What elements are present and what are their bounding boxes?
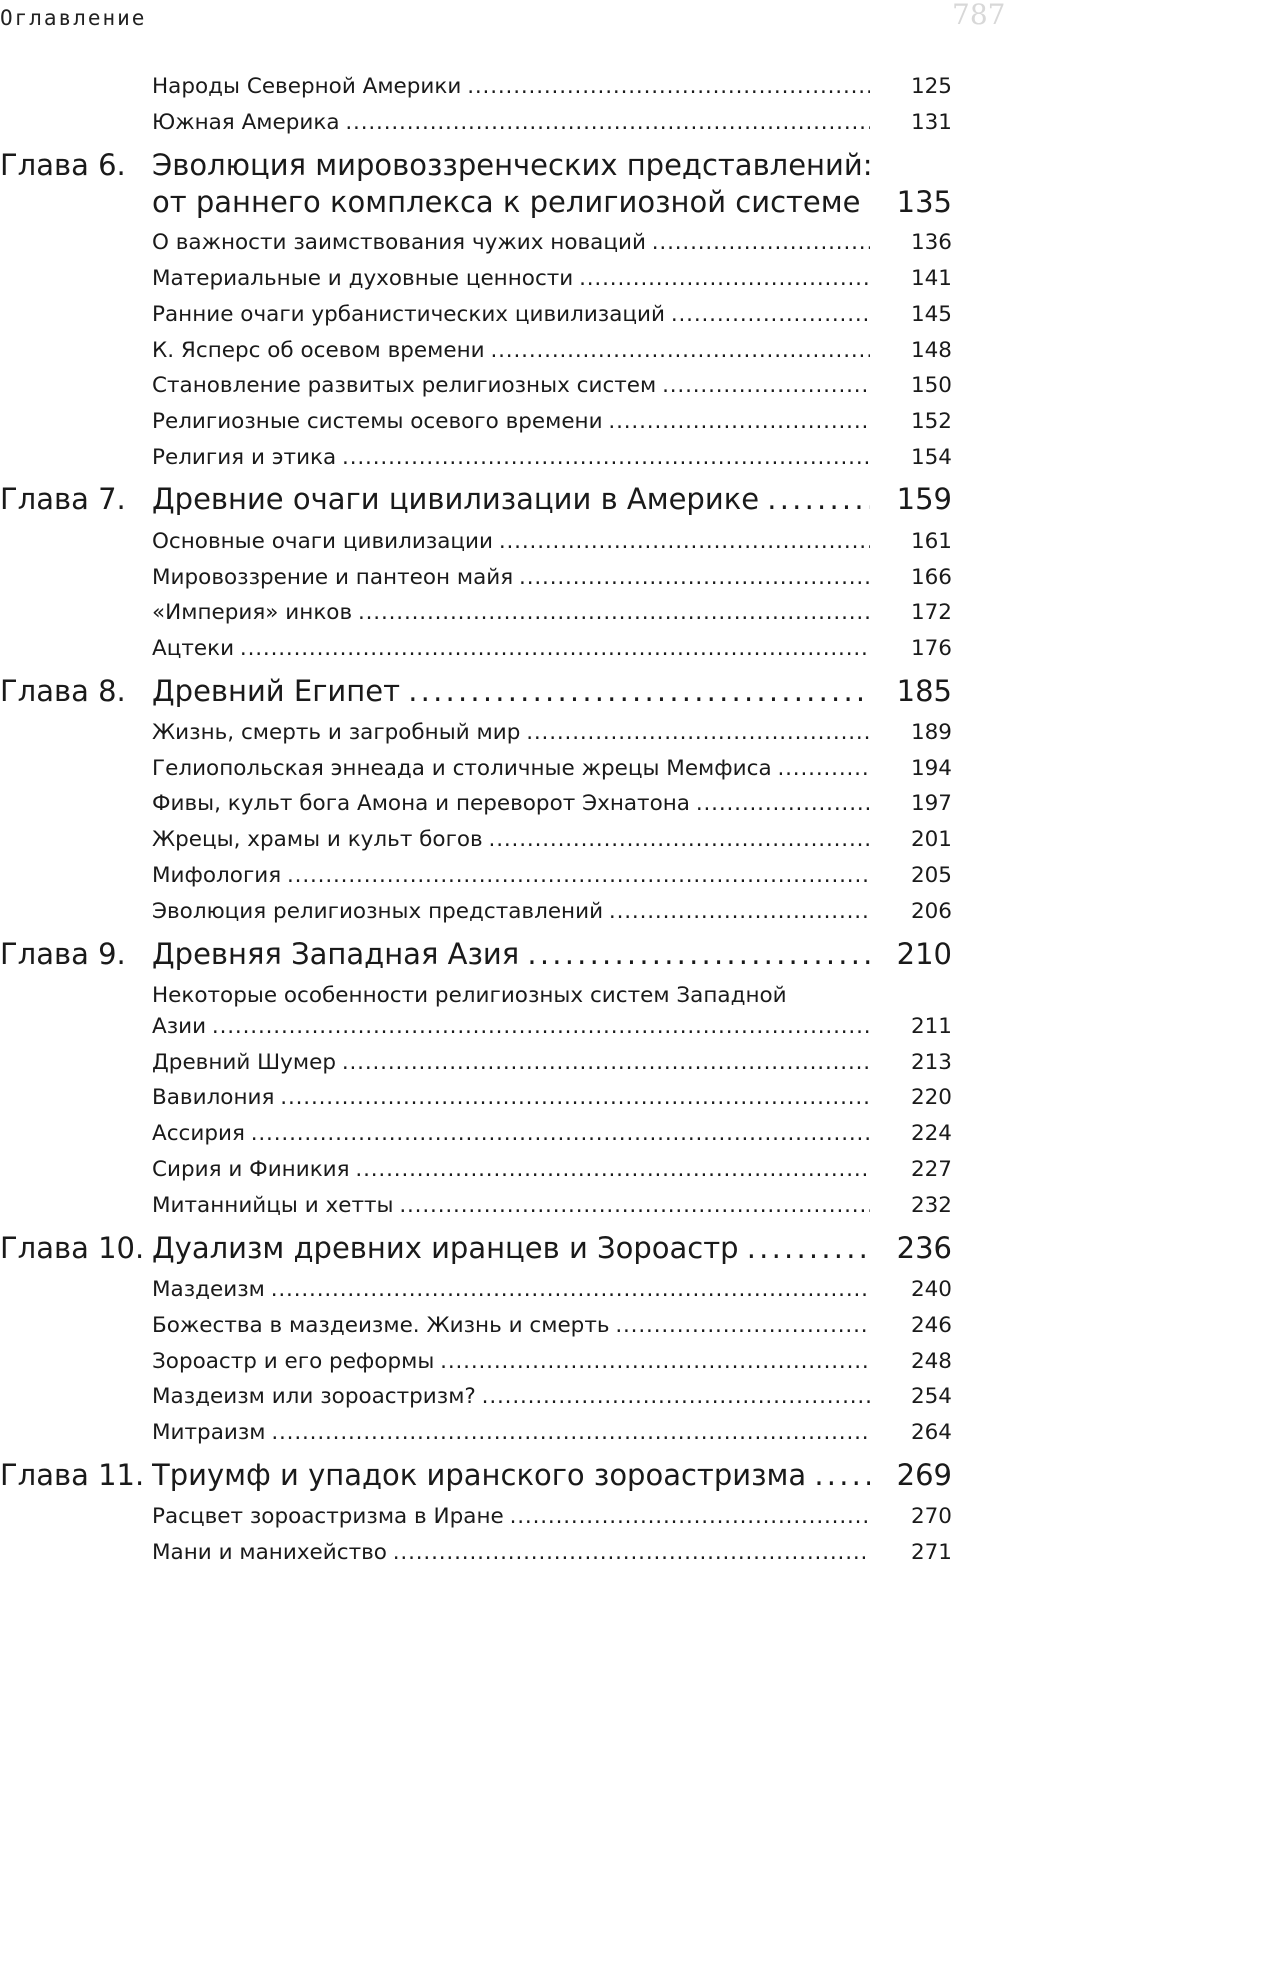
toc-entry-page: 141	[910, 266, 952, 291]
toc-entry-title-line: Некоторые особенности религиозных систем Западной	[152, 983, 787, 1008]
toc-entry-title: Материальные и духовные ценности . . .	[152, 266, 870, 291]
toc-entry-page: 270	[910, 1504, 952, 1529]
chapter-page: 210	[896, 937, 952, 971]
chapter-page: 159	[896, 482, 952, 516]
toc-entry-title: Древний Шумер . . .	[152, 1050, 870, 1075]
toc-entry-page: 224	[910, 1121, 952, 1146]
toc-entry-page: 248	[910, 1349, 952, 1374]
toc-entry-page: 176	[910, 636, 952, 661]
chapter-title: Триумф и упадок иранского зороастризма . . .	[152, 1458, 870, 1492]
toc-entry-title: Религиозные системы осевого времени . . .	[152, 409, 870, 434]
toc-entry-page: 240	[910, 1277, 952, 1302]
toc-entry-title: Ранние очаги урбанистических цивилизаций . . .	[152, 302, 870, 327]
toc-entry-page: 194	[910, 756, 952, 781]
page-number: 787	[952, 0, 1006, 31]
toc-entry-title: Ассирия . . .	[152, 1121, 870, 1146]
toc-entry-title: Сирия и Финикия . . .	[152, 1157, 870, 1182]
toc-entry-page: 154	[910, 445, 952, 470]
chapter-title: Древняя Западная Азия . . .	[152, 937, 870, 971]
toc-entry-page: 220	[910, 1085, 952, 1110]
toc-entry-title: Митраизм . . .	[152, 1420, 870, 1445]
toc-entry-title: Эволюция религиозных представлений . . .	[152, 899, 870, 924]
toc-entry-title: Маздеизм . . .	[152, 1277, 870, 1302]
toc-entry-title: Зороастр и его реформы . . .	[152, 1349, 870, 1374]
chapter-label: Глава 11.	[0, 1458, 145, 1492]
chapter-title: Древние очаги цивилизации в Америке . . .	[152, 482, 870, 516]
toc-entry-title: К. Ясперс об осевом времени . . .	[152, 338, 870, 363]
toc-entry-page: 136	[910, 230, 952, 255]
toc-entry-title: Становление развитых религиозных систем . . .	[152, 373, 870, 398]
toc-entry-title: Гелиопольская эннеада и столичные жрецы Мемфиса . . .	[152, 756, 870, 781]
chapter-label: Глава 9.	[0, 937, 126, 971]
chapter-page: 236	[896, 1231, 952, 1265]
toc-entry-page: 152	[910, 409, 952, 434]
chapter-title: от раннего комплекса к религиозной системе . . .	[152, 185, 870, 219]
toc-entry-page: 166	[910, 565, 952, 590]
chapter-label: Глава 8.	[0, 674, 126, 708]
toc-entry-title: Расцвет зороастризма в Иране . . .	[152, 1504, 870, 1529]
chapter-page: 269	[896, 1458, 952, 1492]
running-title: Оглавление	[0, 6, 147, 30]
chapter-page: 135	[896, 185, 952, 219]
toc-entry-title: Маздеизм или зороастризм? . . .	[152, 1384, 870, 1409]
toc-entry-page: 213	[910, 1050, 952, 1075]
toc-entry-page: 172	[910, 600, 952, 625]
toc-entry-page: 145	[910, 302, 952, 327]
chapter-label: Глава 7.	[0, 482, 126, 516]
toc-entry-title: Вавилония . . .	[152, 1085, 870, 1110]
toc-entry-page: 205	[910, 863, 952, 888]
toc-entry-page: 254	[910, 1384, 952, 1409]
toc-entry-page: 246	[910, 1313, 952, 1338]
toc-entry-page: 125	[910, 74, 952, 99]
toc-entry-title: Религия и этика . . .	[152, 445, 870, 470]
chapter-page: 185	[896, 674, 952, 708]
toc-entry-page: 271	[910, 1540, 952, 1565]
chapter-label: Глава 6.	[0, 148, 126, 182]
toc-entry-title: Фивы, культ бога Амона и переворот Эхнатона . . .	[152, 791, 870, 816]
toc-entry-page: 131	[910, 110, 952, 135]
toc-entry-page: 206	[910, 899, 952, 924]
toc-entry-title: Народы Северной Америки . . .	[152, 74, 870, 99]
toc-entry-page: 211	[910, 1014, 952, 1039]
toc-entry-page: 148	[910, 338, 952, 363]
toc-entry-title: Божества в маздеизме. Жизнь и смерть . . .	[152, 1313, 870, 1338]
chapter-title: Древний Египет . . .	[152, 674, 870, 708]
toc-entry-title: Основные очаги цивилизации . . .	[152, 529, 870, 554]
toc-entry-title: Южная Америка . . .	[152, 110, 870, 135]
toc-entry-title: Мировоззрение и пантеон майя . . .	[152, 565, 870, 590]
toc-entry-page: 227	[910, 1157, 952, 1182]
toc-entry-title: Мани и манихейство . . .	[152, 1540, 870, 1565]
toc-entry-title: О важности заимствования чужих новаций . . .	[152, 230, 870, 255]
toc-entry-page: 201	[910, 827, 952, 852]
toc-entry-title: «Империя» инков . . .	[152, 600, 870, 625]
chapter-label: Глава 10.	[0, 1231, 145, 1265]
toc-entry-title: Жизнь, смерть и загробный мир . . .	[152, 720, 870, 745]
toc-entry-title: Ацтеки . . .	[152, 636, 870, 661]
chapter-title-line: Эволюция мировоззренческих представлений:	[152, 148, 873, 182]
toc-entry-page: 161	[910, 529, 952, 554]
toc-entry-page: 150	[910, 373, 952, 398]
toc-entry-title: Жрецы, храмы и культ богов . . .	[152, 827, 870, 852]
toc-entry-page: 189	[910, 720, 952, 745]
toc-entry-title: Мифология . . .	[152, 863, 870, 888]
toc-entry-page: 197	[910, 791, 952, 816]
toc-entry-title: Митаннийцы и хетты . . .	[152, 1193, 870, 1218]
toc-entry-page: 232	[910, 1193, 952, 1218]
chapter-title: Дуализм древних иранцев и Зороастр . . .	[152, 1231, 870, 1265]
toc-entry-page: 264	[910, 1420, 952, 1445]
toc-entry-title: Азии . . .	[152, 1014, 870, 1039]
